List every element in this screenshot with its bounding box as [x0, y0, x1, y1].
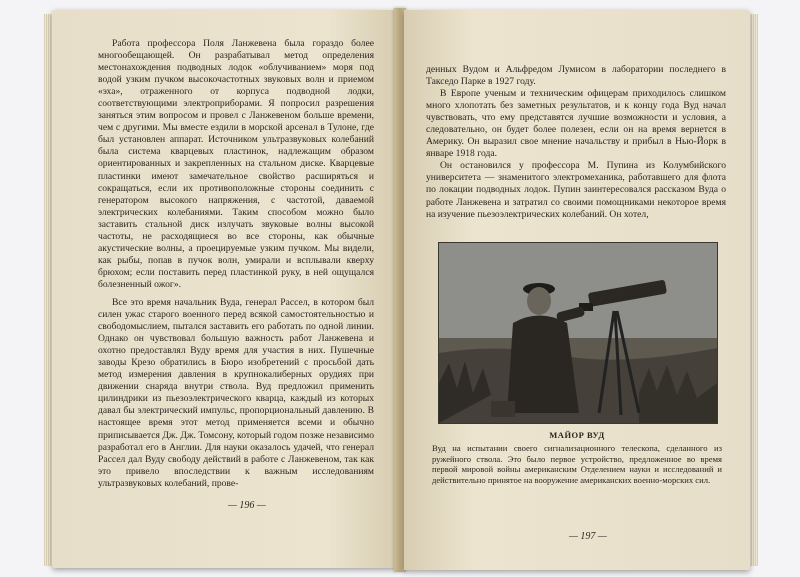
photo-caption-title: МАЙОР ВУД	[549, 430, 605, 440]
right-page-edges	[750, 14, 758, 566]
photo-caption: Вуд на испытании своего сигнализационного телескопа, сделанного из ружейного ствола. Это было первое устройство, предложенное во время первой мировой войны американским Отделением науки и исследований и действительно принятое на вооружение американских военно-морских сил.	[432, 443, 722, 485]
right-page	[404, 10, 750, 570]
page-number: — 196 —	[228, 500, 266, 511]
photo-illustration	[439, 243, 717, 423]
paragraph: Он остановился у профессора М. Пупина из Колумбийского университета — знаменитого электромеханика, работавшего для флота по локации подводных лодок. Пупин заинтересовался рассказом Вуда о работе Ланжевена и затратил со своими помощниками некоторое время на изучение пьезоэлектрических колебаний. Он хотел,	[426, 160, 726, 220]
paragraph: Все это время начальник Вуда, генерал Рассел, в котором был силен ужас старого военного перед всякой самостоятельностью и свободомыслием, пытался заставить его работать по одной линии. Однако он чувствовал большую важность работ Ланжевена и охотно предоставлял Вуду время для участия в них. Пушечные заводы Крезо обратились в Бюро изобретений с просьбой дать метод измерения давления в крупнокалиберных орудиях при движении снаряда внутри ствола. Вуд предложил применить цилиндрики из пьезоэлектрического кварца, каждый из которых давал бы электрический импульс, пропорциональный давлению. В настоящее время этот метод применяется всеми и обычно приписывается Дж. Дж. Томсону, который годом позже независимо разработал его в Англии. Для науки оказалось удачей, что генерал Рассел дал Вуду свободу действий в работе с Ланжевеном, так как это привело впоследствии к важным исследованиям ультразвуковых колебаний, прове-	[98, 296, 374, 489]
paragraph: В Европе ученым и техническим офицерам приходилось слишком много хлопотать без заметных результатов, и к концу года Вуд начал чувствовать, что ему представятся лучшие возможности и условия, а следовательно, он будет более полезен, если он на время вернется в Америку. Он выразил свое мнение начальству и прибыл в Нью-Йорк в январе 1918 года.	[426, 88, 726, 160]
paragraph: Работа профессора Поля Ланжевена была гораздо более многообещающей. Он разрабатывал метод определения местонахождения подводных лодок «облучиванием» моря под водой узким пучком высокочастотных звуковых волн и приемом «эха», отраженного от корпуса подводной лодки, соответствующими электроприборами. Я попросил разрешения заняться этим вопросом и провел с Ланжевеном больше времени, чем с другими. Мы вместе ездили в морской арсенал в Тулоне, где был установлен аппарат. Источником ультразвуковых колебаний была система кварцевых пластинок, надлежащим образом ориентированных и закрепленных на стальном диске. Кварцевые пластинки имеют замечательное свойство расширяться и сокращаться, если их противоположные стороны соединить с генератором высокого напряжения, с частотой, даваемой электрических колебаниями. Таким способом можно было заставить стальной диск излучать звуковые волны высокой частоты, не расходящиеся во все стороны, как обычные акустические волны, а проецируемые узким пучком. Мы видели, как рыбы, попав в пучок волн, умирали и всплывали кверху брюхом; если поставить перед пластинкой руку, в ней ощущался болезненный ожог».	[98, 38, 374, 290]
right-page-text	[426, 64, 726, 221]
photo-major-wood	[438, 242, 718, 424]
paragraph: денных Вудом и Альфредом Лумисом в лаборатории последнего в Такседо Парке в 1927 году.	[426, 64, 726, 88]
page-number: — 197 —	[569, 531, 607, 542]
left-page	[52, 10, 396, 568]
left-page-text	[98, 38, 374, 490]
